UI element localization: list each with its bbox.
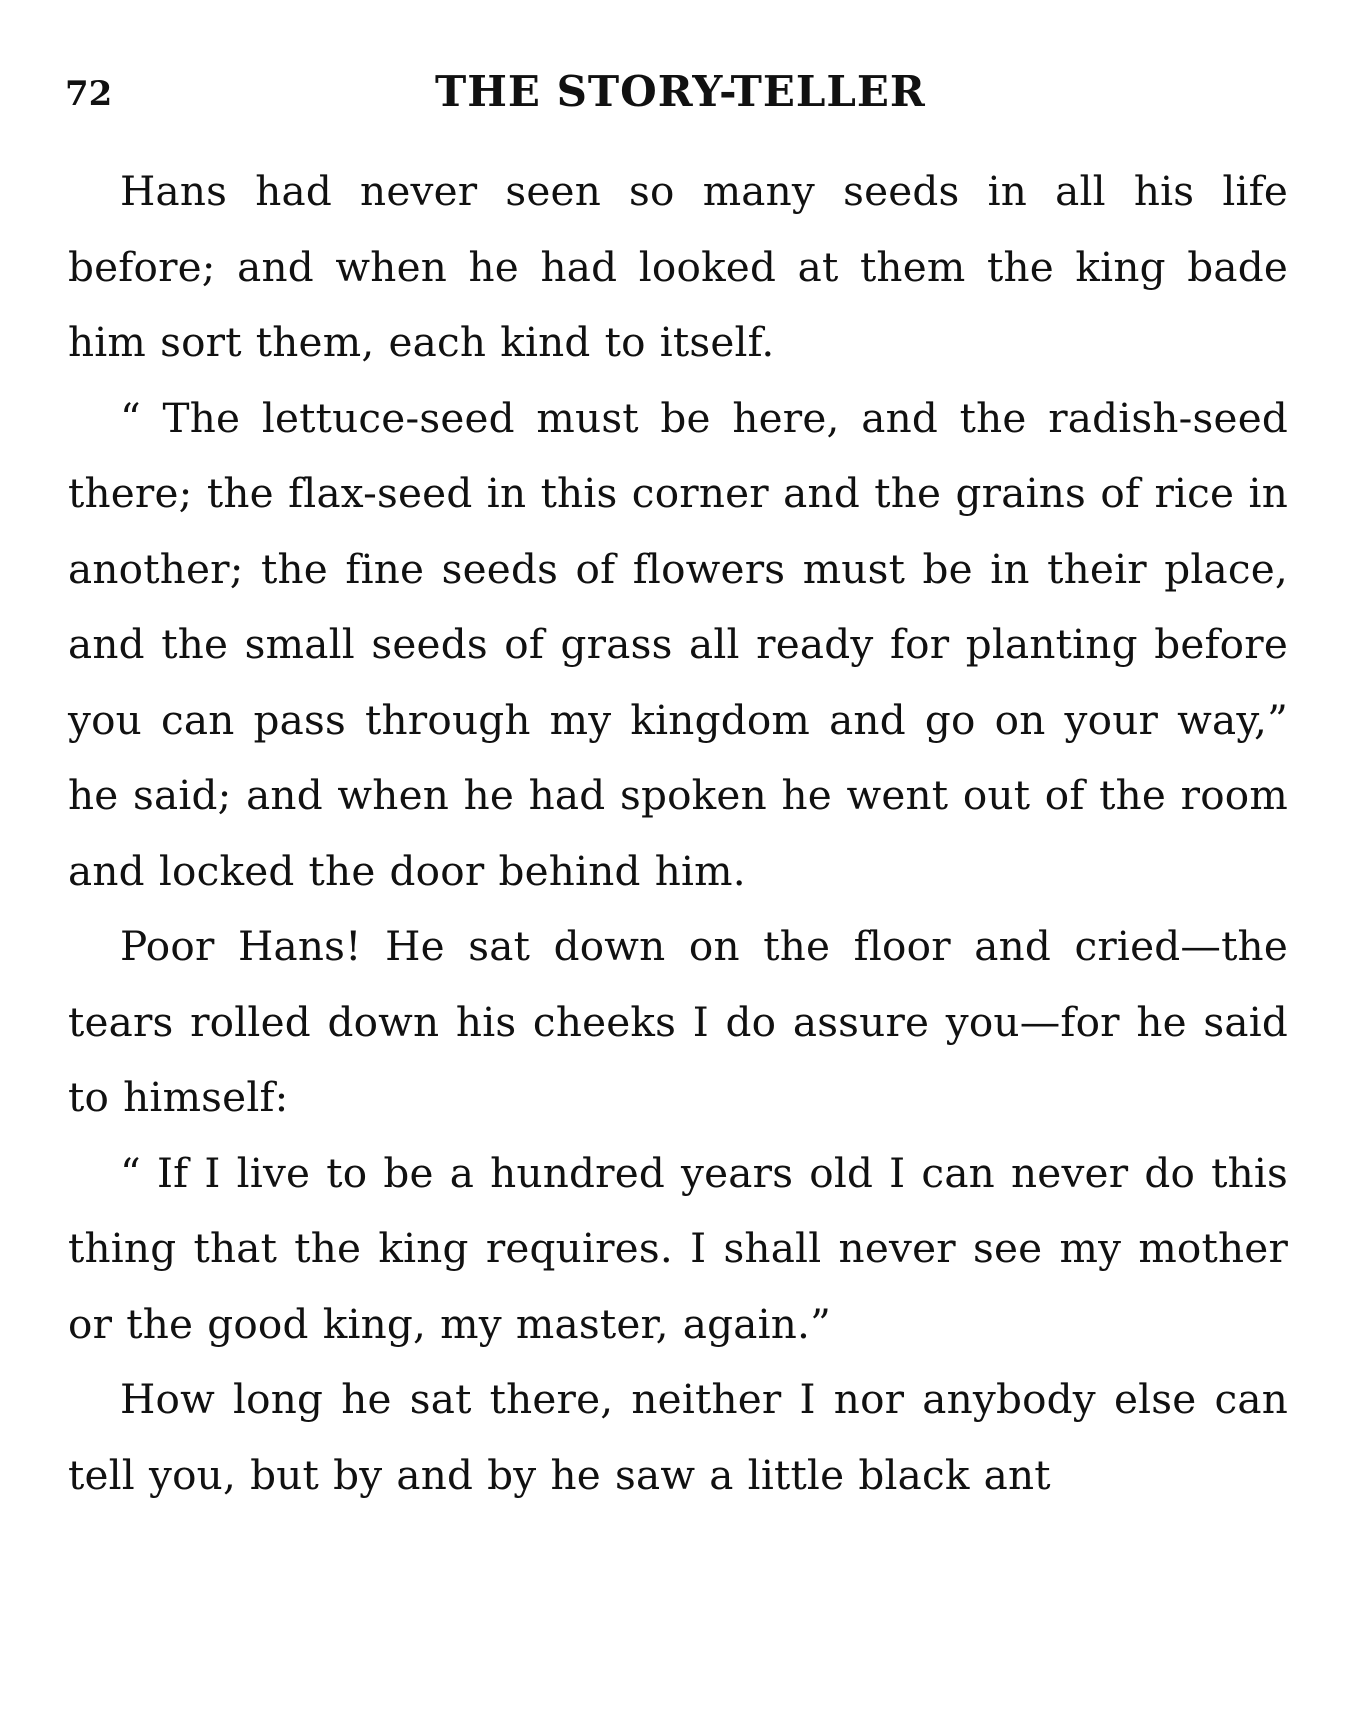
body-text (68, 154, 1288, 1513)
paragraph-5: How long he sat there, neither I nor anybody else can tell you, but by and by he saw a little black ant (68, 1375, 1288, 1499)
paragraph-1: Hans had never seen so many seeds in all his life before; and when he had looked at them the king bade him sort them, each kind to itself. (68, 167, 1288, 366)
page-header (65, 66, 1285, 126)
paragraph-4: “ If I live to be a hundred years old I can never do this thing that the king requires. I shall never see my mother or the good king, my master, again.” (68, 1148, 1288, 1348)
paragraph-2: “ The lettuce-seed must be here, and the radish-seed there; the flax-seed in this corner and the grains of rice in another; the fine seeds of flowers must be in their place, and the small seeds of grass all ready for planting before you can pass through my kingdom and go on your way,” he said; and when he had spoken he went out of the room and locked the door behind him. (68, 393, 1288, 895)
paragraph-3: Poor Hans! He sat down on the floor and cried—the tears rolled down his cheeks I do assure you—for he said to himself: (68, 922, 1288, 1121)
page-number: 72 (65, 74, 113, 114)
running-head: THE STORY-TELLER (435, 67, 926, 116)
